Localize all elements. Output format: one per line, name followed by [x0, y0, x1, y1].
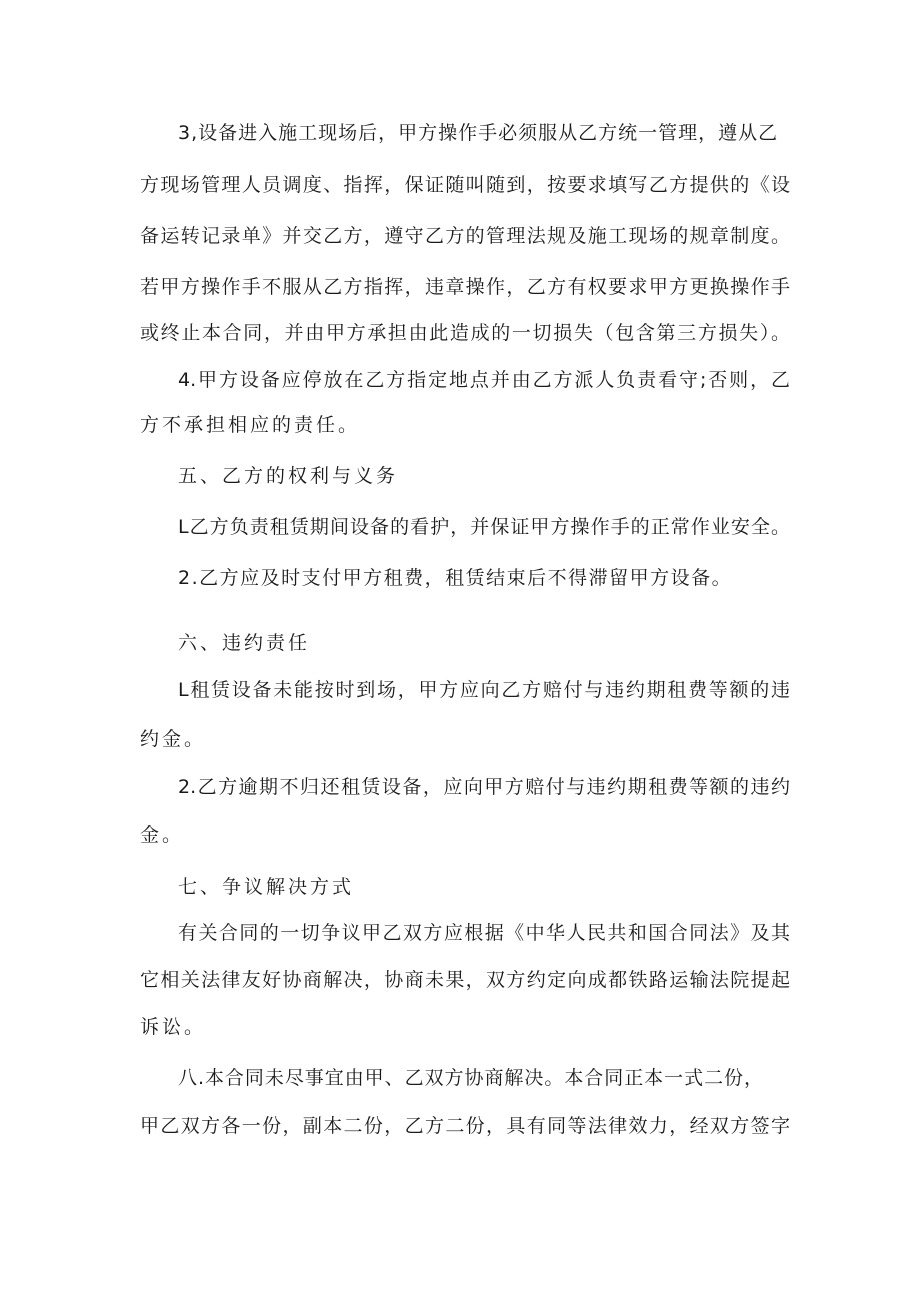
- clause-4-3-line-5: 或终止本合同，并由甲方承担由此造成的一切损失（包含第三方损失）。: [140, 322, 790, 344]
- section-7-body-line-3: 诉讼。: [140, 1016, 207, 1038]
- clause-4-4-line-1: 4.甲方设备应停放在乙方指定地点并由乙方派人负责看守;否则，乙: [178, 369, 790, 391]
- clause-4-3-line-1: 3,设备进入施工现场后，甲方操作手必须服从乙方统一管理，遵从乙: [178, 122, 779, 144]
- clause-4-3-line-3: 备运转记录单》并交乙方，遵守乙方的管理法规及施工现场的规章制度。: [140, 225, 790, 247]
- clause-5-1: L乙方负责租赁期间设备的看护，并保证甲方操作手的正常作业安全。: [178, 516, 790, 538]
- section-7-heading: 七、争议解决方式: [178, 876, 355, 898]
- clause-6-1-line-1: L租赁设备未能按时到场，甲方应向乙方赔付与违约期租费等额的违: [178, 679, 790, 701]
- clause-5-2: 2.乙方应及时支付甲方租费，租赁结束后不得滞留甲方设备。: [178, 567, 733, 589]
- section-6-heading: 六、违约责任: [178, 632, 311, 654]
- clause-6-2-line-1: 2.乙方逾期不归还租赁设备，应向甲方赔付与违约期租费等额的违约: [178, 776, 790, 798]
- section-8-line-2: 甲乙双方各一份，副本二份，乙方二份，具有同等法律效力，经双方签字: [140, 1115, 790, 1137]
- section-7-body-line-2: 它相关法律友好协商解决，协商未果，双方约定向成都铁路运输法院提起: [140, 969, 790, 991]
- section-5-heading: 五、乙方的权利与义务: [178, 465, 399, 487]
- clause-4-3-line-4: 若甲方操作手不服从乙方指挥，违章操作，乙方有权要求甲方更换操作手: [140, 276, 790, 298]
- clause-6-2-line-2: 金。: [140, 824, 185, 846]
- section-7-body-line-1: 有关合同的一切争议甲乙双方应根据《中华人民共和国合同法》及其: [178, 922, 790, 944]
- clause-6-1-line-2: 约金。: [140, 728, 207, 750]
- clause-4-4-line-2: 方不承担相应的责任。: [140, 414, 361, 436]
- clause-4-3-line-2: 方现场管理人员调度、指挥，保证随叫随到，按要求填写乙方提供的《设: [140, 174, 790, 196]
- section-8-line-1: 八.本合同未尽事宜由甲、乙双方协商解决。本合同正本一式二份，: [178, 1067, 763, 1089]
